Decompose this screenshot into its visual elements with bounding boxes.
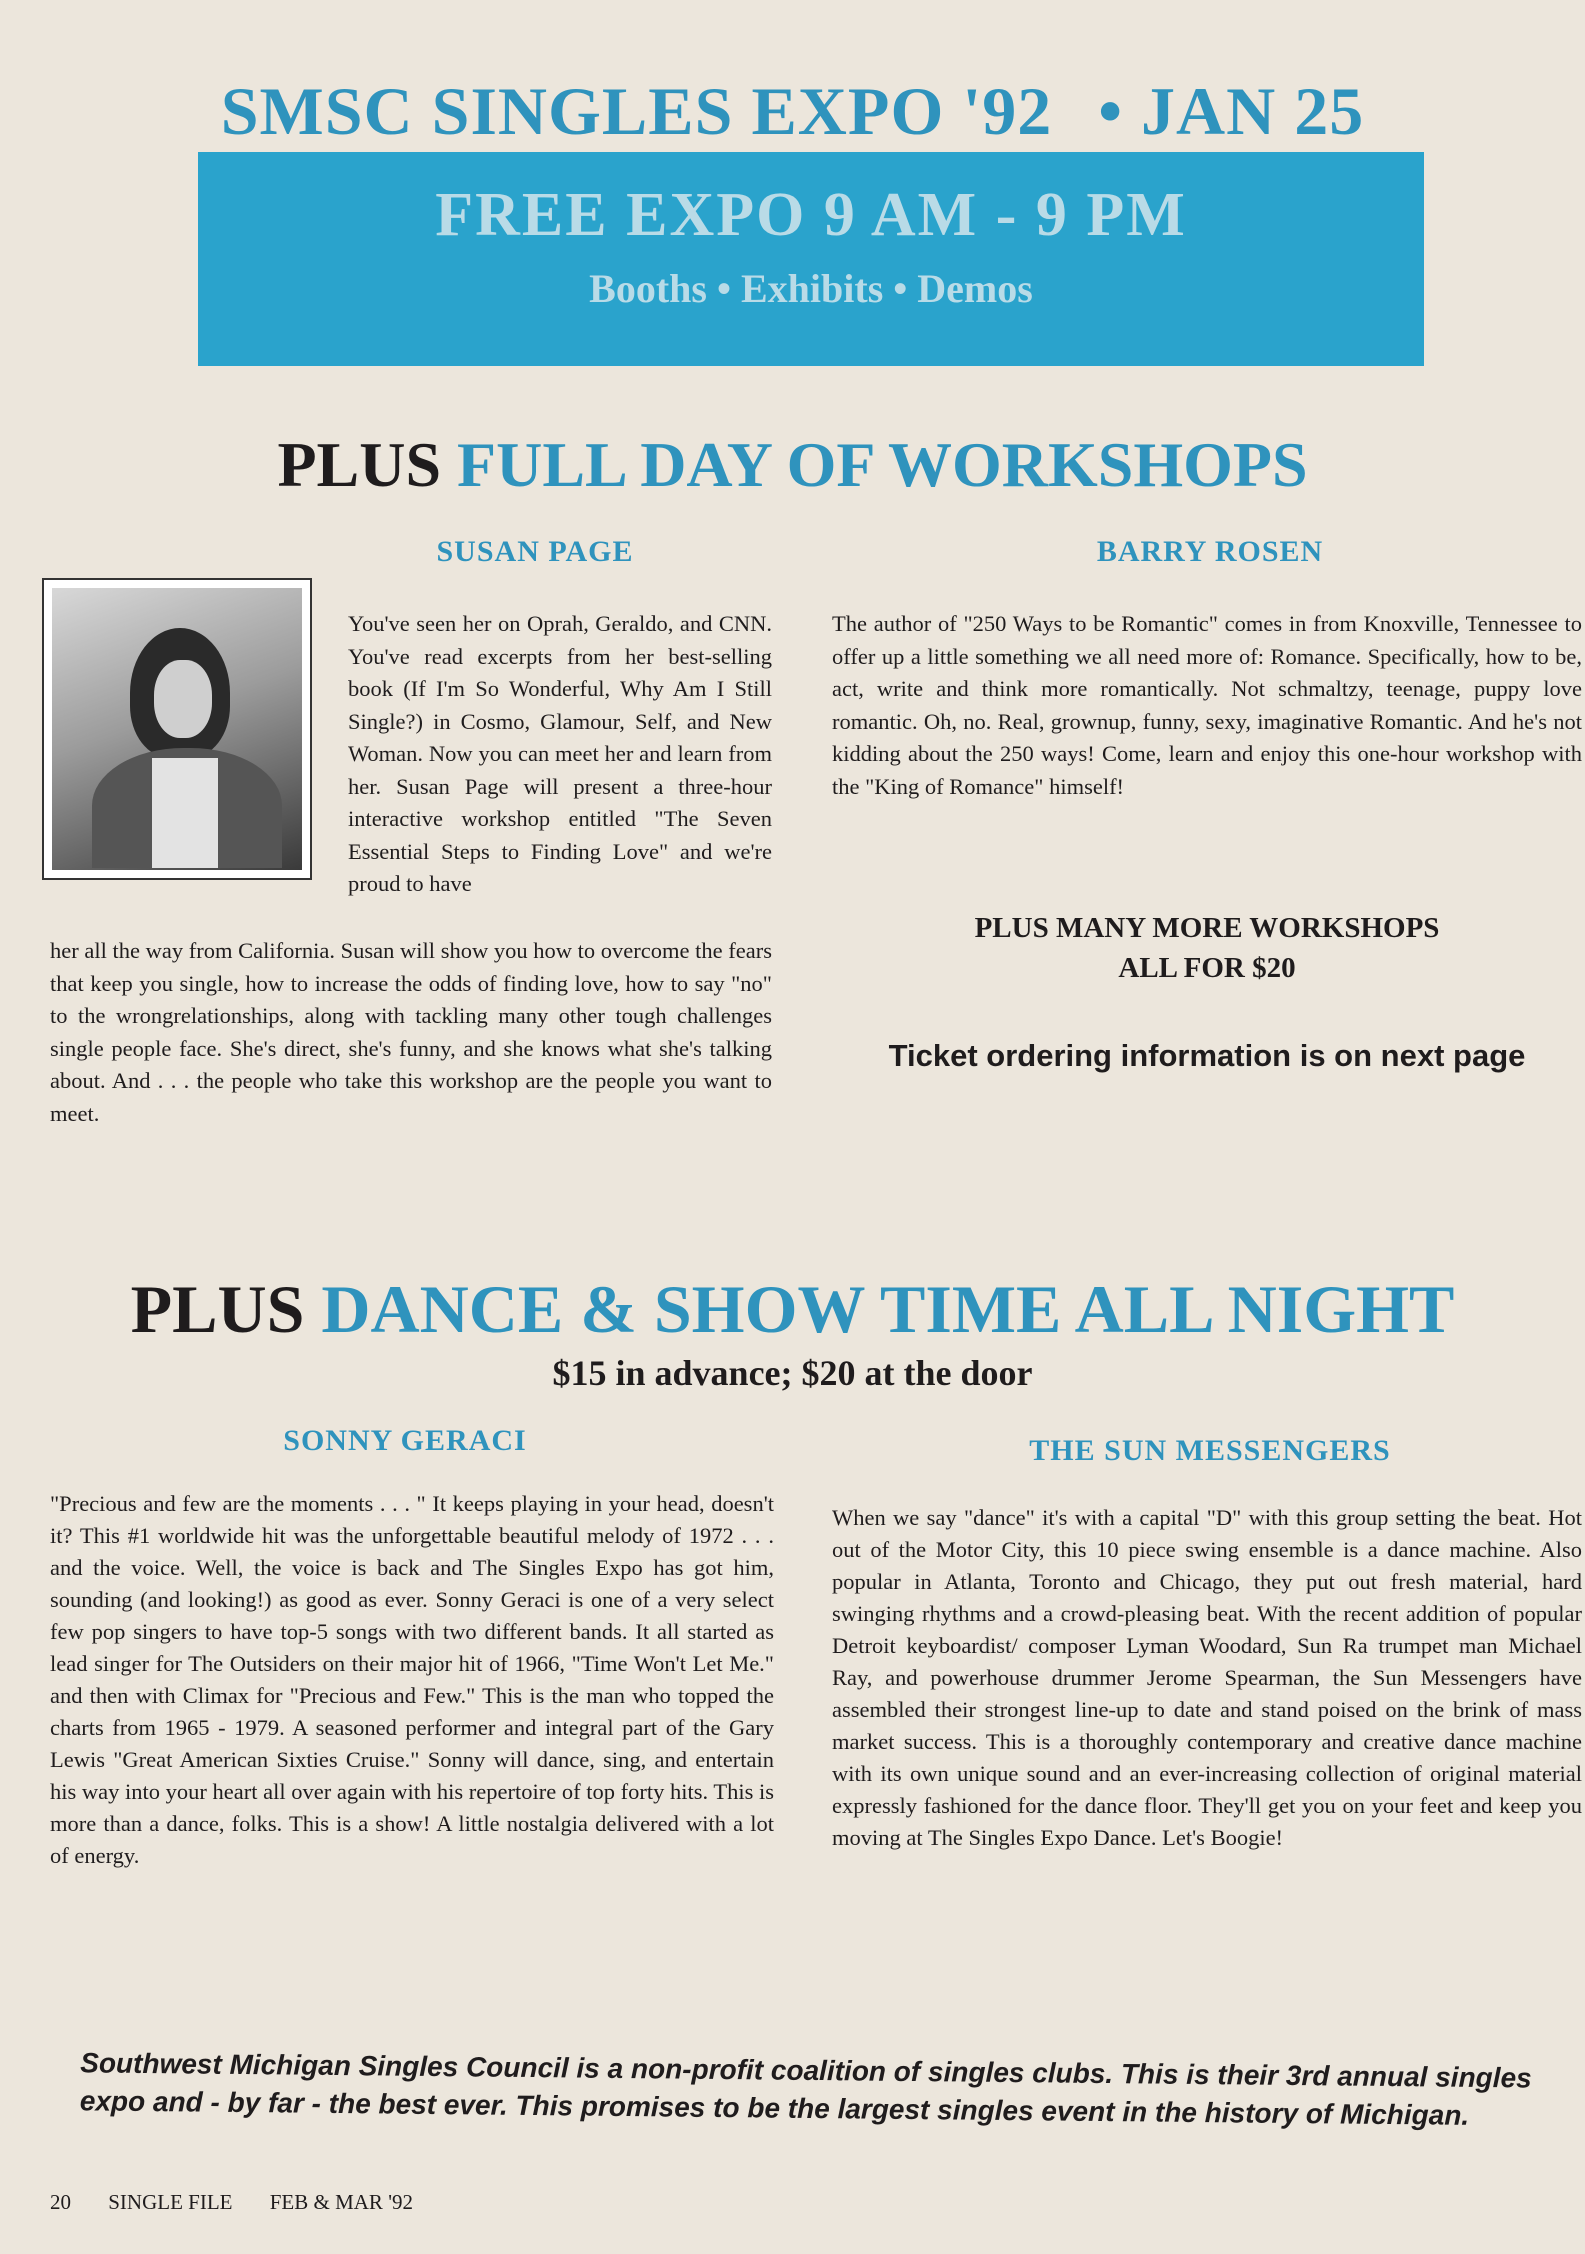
more-workshops — [832, 908, 1582, 988]
susan-page-bio-continued: her all the way from California. Susan will show you how to overcome the fears that keep you single, how to increase the odds of finding love, how to say "no" to the wrongrelationships, along with tackling many other tough challenges single people face. She's direct, she's funny, and she knows what she's talking about. And . . . the people who take this workshop are the people you want to meet. — [50, 938, 772, 1126]
workshops-heading — [0, 428, 1585, 502]
dance-heading — [0, 1270, 1585, 1349]
susan-page-bio: You've seen her on Oprah, Geraldo, and CNN. You've read excerpts from her best-selling book (If I'm So Wonderful, Why Am I Still Single?) in Cosmo, Glamour, Self, and New Woman. Now you can meet her and learn from her. Susan Page will present a three-hour interactive workshop entitled "The Seven Essential Steps to Finding Love" and we're proud to have — [348, 611, 772, 896]
workshops-plus: PLUS — [277, 429, 442, 500]
barry-rosen-bio: The author of "250 Ways to be Romantic" comes in from Knoxville, Tennessee to offer up a little something we all need more of: Romance. Specifically, how to be, act, write and think more romantically. Not schmaltzy, teenage, puppy love romantic. Oh, no. Real, grownup, funny, sexy, imaginative Romantic. And he's not kidding about the 250 ways! Come, learn and enjoy this one-hour workshop with the "King of Romance" himself! — [832, 611, 1582, 799]
dance-price: $15 in advance; $20 at the door — [552, 1353, 1033, 1393]
more-workshops-line1: PLUS MANY MORE WORKSHOPS — [974, 912, 1440, 944]
expo-date: • JAN 25 — [1098, 73, 1365, 149]
page-footer — [50, 2190, 445, 2215]
barry-rosen-heading: BARRY ROSEN — [1096, 535, 1324, 568]
workshops-title: FULL DAY OF WORKSHOPS — [457, 429, 1308, 500]
sonny-geraci-heading: SONNY GERACI — [283, 1424, 527, 1457]
susan-page-photo — [42, 578, 312, 880]
sun-messengers-bio: When we say "dance" it's with a capital "D" with this group setting the beat. Hot out of the Motor City, this 10 piece swing ensemble is a dance machine. Also popular in Atlanta, Toronto and Chicago, they put out fresh material, hard swinging rhythms and a crowd-pleasing beat. With the recent addition of popular Detroit keyboardist/ composer Lyman Woodard, Sun Ra trumpet man Michael Ray, and powerhouse drummer Jerome Spearman, the Sun Messengers have assembled their strongest line-up to date and stand poised on the brink of mass market success. This is a thoroughly contemporary and creative dance machine with its own unique sound and an ever-increasing collection of original material expressly fashioned for the dance floor. They'll get you on your feet and keep you moving at The Singles Expo Dance. Let's Boogie! — [832, 1505, 1582, 1850]
dance-plus: PLUS — [130, 1271, 305, 1347]
more-workshops-price: ALL FOR $20 — [1118, 952, 1296, 984]
sonny-geraci-bio: "Precious and few are the moments . . . " It keeps playing in your head, doesn't it? This #1 worldwide hit was the unforgettable beautiful melody of 1972 . . . and the voice. Well, the voice is back and The Singles Expo has got him, sounding (and looking!) as good as ever. Sonny Geraci is one of a very select few pop singers to have top-5 songs with two different bands. It all started as lead singer for The Outsiders on their major hit of 1966, "Time Won't Let Me." and then with Climax for "Precious and Few." This is the man who topped the charts from 1965 - 1979. A seasoned performer and integral part of the Gary Lewis "Great American Sixties Cruise." Sonny will dance, sing, and entertain his way into your heart all over again with his repertoire of top forty hits. This is more than a dance, folks. This is a show! A little nostalgia delivered with a lot of energy. — [50, 1491, 774, 1868]
expo-title-main: SMSC SINGLES EXPO '92 — [220, 73, 1053, 149]
portrait-icon — [52, 588, 302, 870]
issue-date: FEB & MAR '92 — [269, 2190, 413, 2214]
susan-page-heading: SUSAN PAGE — [436, 535, 634, 568]
sun-messengers-heading: THE SUN MESSENGERS — [1029, 1434, 1391, 1467]
publication-name: SINGLE FILE — [108, 2190, 233, 2214]
dance-title: DANCE & SHOW TIME ALL NIGHT — [321, 1271, 1455, 1347]
banner-features: Booths • Exhibits • Demos — [589, 266, 1033, 311]
page-number: 20 — [50, 2190, 71, 2214]
council-statement: Southwest Michigan Singles Council is a non-profit coalition of singles clubs. This is their 3rd annual singles expo and - by far - the best ever. This promises to be the largest singles event in the history of Michigan. — [79, 2047, 1532, 2131]
ticket-info: Ticket ordering information is on next page — [888, 1038, 1526, 1073]
free-expo-banner — [198, 152, 1424, 366]
expo-title — [0, 72, 1585, 151]
banner-hours: FREE EXPO 9 AM - 9 PM — [435, 181, 1187, 249]
